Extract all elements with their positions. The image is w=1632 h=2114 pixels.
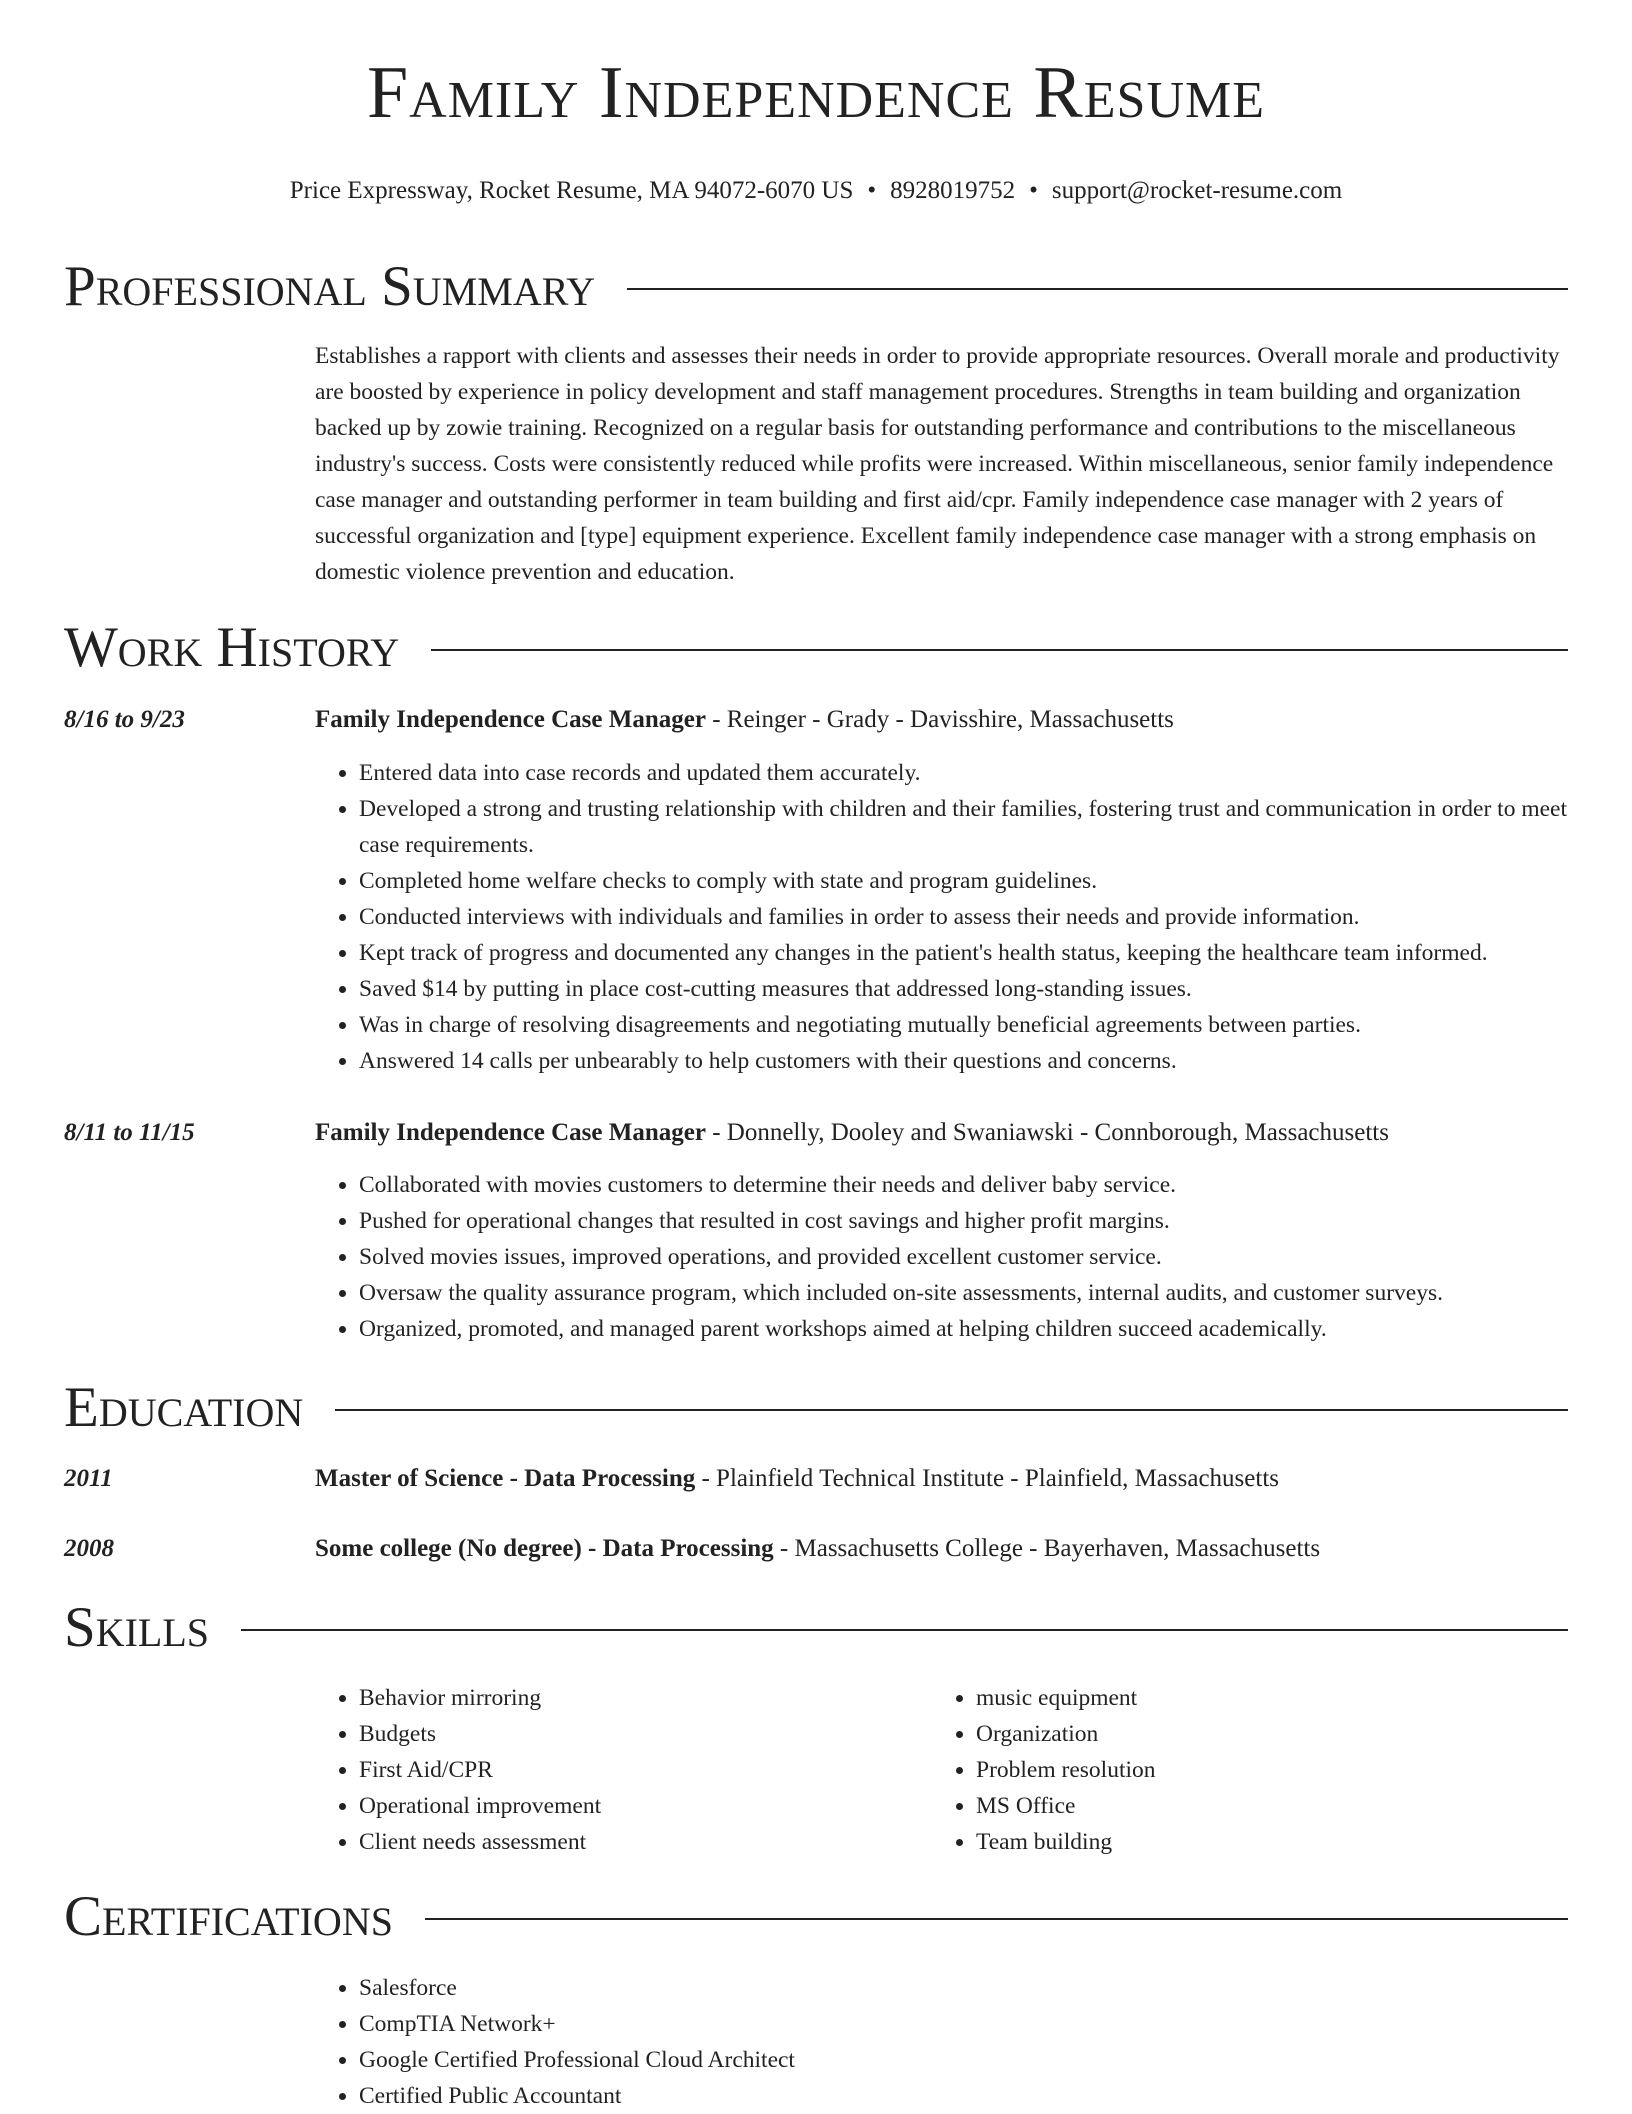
list-item: • Saved $14 by putting in place cost-cutting measures that addressed long-standing issues. [359, 971, 1568, 1007]
certification-item: • Certified Public Accountant [359, 2078, 1568, 2114]
skill-item: • Organization [976, 1716, 1512, 1752]
section-divider [627, 288, 1568, 290]
list-item: • Pushed for operational changes that resulted in cost savings and higher profit margins. [359, 1203, 1568, 1239]
certifications-list [315, 1970, 1568, 2114]
education-headline [315, 1461, 1568, 1497]
section-title-skills: Skills [64, 1596, 210, 1659]
list-item: • Conducted interviews with individuals and families in order to assess their needs and provide information. [359, 899, 1568, 935]
list-item: • Organized, promoted, and managed parent workshops aimed at helping children succeed academically. [359, 1311, 1568, 1347]
section-header-work-history [64, 613, 1568, 683]
certification-item: • Salesforce [359, 1970, 1568, 2006]
resume-title: Family Independence Resume [366, 52, 1266, 134]
education-year: 2008 [64, 1535, 114, 1562]
job-dates: 8/16 to 9/23 [64, 706, 185, 733]
email-text: support@rocket-resume.com [1051, 177, 1343, 204]
skill-item: • Operational improvement [359, 1788, 895, 1824]
list-item: • Oversaw the quality assurance program, which included on-site assessments, internal audits, and customer surveys. [359, 1275, 1568, 1311]
skill-item: • MS Office [976, 1788, 1512, 1824]
job-title: Family Independence Case Manager [315, 706, 706, 733]
certification-item: • CompTIA Network+ [359, 2006, 1568, 2042]
job-headline [315, 702, 1568, 738]
skills-list-left [315, 1680, 895, 1860]
skill-item: • Client needs assessment [359, 1824, 895, 1860]
contact-line [64, 176, 1568, 206]
list-item: • Solved movies issues, improved operations, and provided excellent customer service. [359, 1239, 1568, 1275]
job-bullet-list [315, 1167, 1568, 1347]
section-divider [431, 649, 1568, 651]
skill-item: • Problem resolution [976, 1752, 1512, 1788]
education-degree: Master of Science - Data Processing [315, 1465, 696, 1492]
skills-list-right [932, 1680, 1512, 1860]
contact-separator: • [1029, 177, 1038, 204]
certification-item: • Google Certified Professional Cloud Architect [359, 2042, 1568, 2078]
summary-paragraph: Establishes a rapport with clients and assesses their needs in order to provide appropriate resources. Overall morale and productivity are boosted by experience in policy development and staff management procedures. Strengths in team building and organization backed up by zowie training. Recognized on a regular basis for outstanding performance and contributions to the miscellaneous industry's success. Costs were consistently reduced while profits were increased. Within miscellaneous, senior family independence case manager and outstanding performer in team building and first aid/cpr. Family independence case manager with 2 years of successful organization and [type] equipment experience. Excellent family independence case manager with a strong emphasis on domestic violence prevention and education. [315, 343, 1560, 585]
job-dates: 8/11 to 11/15 [64, 1119, 195, 1146]
section-title-summary: Professional Summary [64, 255, 596, 318]
skill-item: • Team building [976, 1824, 1512, 1860]
section-divider [241, 1629, 1568, 1631]
list-item: • Kept track of progress and documented any changes in the patient's health status, keeping the healthcare team informed. [359, 935, 1568, 971]
job-title: Family Independence Case Manager [315, 1119, 706, 1146]
phone-text: 8928019752 [890, 177, 1016, 204]
job-employer: - Reinger - Grady - Davisshire, Massachusetts [705, 706, 1174, 733]
skill-item: • Budgets [359, 1716, 895, 1752]
section-header-skills [64, 1593, 1568, 1663]
section-divider [335, 1409, 1568, 1411]
list-item: • Answered 14 calls per unbearably to help customers with their questions and concerns. [359, 1043, 1568, 1079]
list-item: • Developed a strong and trusting relationship with children and their families, fostering trust and communication in order to meet case requirements. [359, 791, 1568, 863]
skill-item: • Behavior mirroring [359, 1680, 895, 1716]
section-title-education: Education [64, 1376, 304, 1439]
education-headline [315, 1531, 1568, 1567]
job-employer: - Donnelly, Dooley and Swaniawski - Connborough, Massachusetts [705, 1119, 1389, 1146]
section-title-certifications: Certifications [64, 1885, 393, 1948]
job-bullet-list [315, 755, 1568, 1079]
skill-item: • music equipment [976, 1680, 1512, 1716]
education-school: - Massachusetts College - Bayerhaven, Massachusetts [773, 1535, 1321, 1562]
section-header-summary [64, 252, 1568, 322]
education-school: - Plainfield Technical Institute - Plainfield, Massachusetts [695, 1465, 1279, 1492]
list-item: • Entered data into case records and updated them accurately. [359, 755, 1568, 791]
address-text: Price Expressway, Rocket Resume, MA 94072-6070 US [289, 177, 854, 204]
skill-item: • First Aid/CPR [359, 1752, 895, 1788]
education-year: 2011 [64, 1465, 113, 1492]
section-title-work-history: Work History [64, 616, 400, 679]
section-divider [425, 1918, 1568, 1920]
list-item: • Completed home welfare checks to comply with state and program guidelines. [359, 863, 1568, 899]
contact-separator: • [867, 177, 877, 204]
education-degree: Some college (No degree) - Data Processing [315, 1535, 774, 1562]
list-item: • Collaborated with movies customers to determine their needs and deliver baby service. [359, 1167, 1568, 1203]
section-header-certifications [64, 1882, 1568, 1952]
job-headline [315, 1115, 1568, 1151]
section-header-education [64, 1373, 1568, 1443]
list-item: • Was in charge of resolving disagreements and negotiating mutually beneficial agreements between parties. [359, 1007, 1568, 1043]
